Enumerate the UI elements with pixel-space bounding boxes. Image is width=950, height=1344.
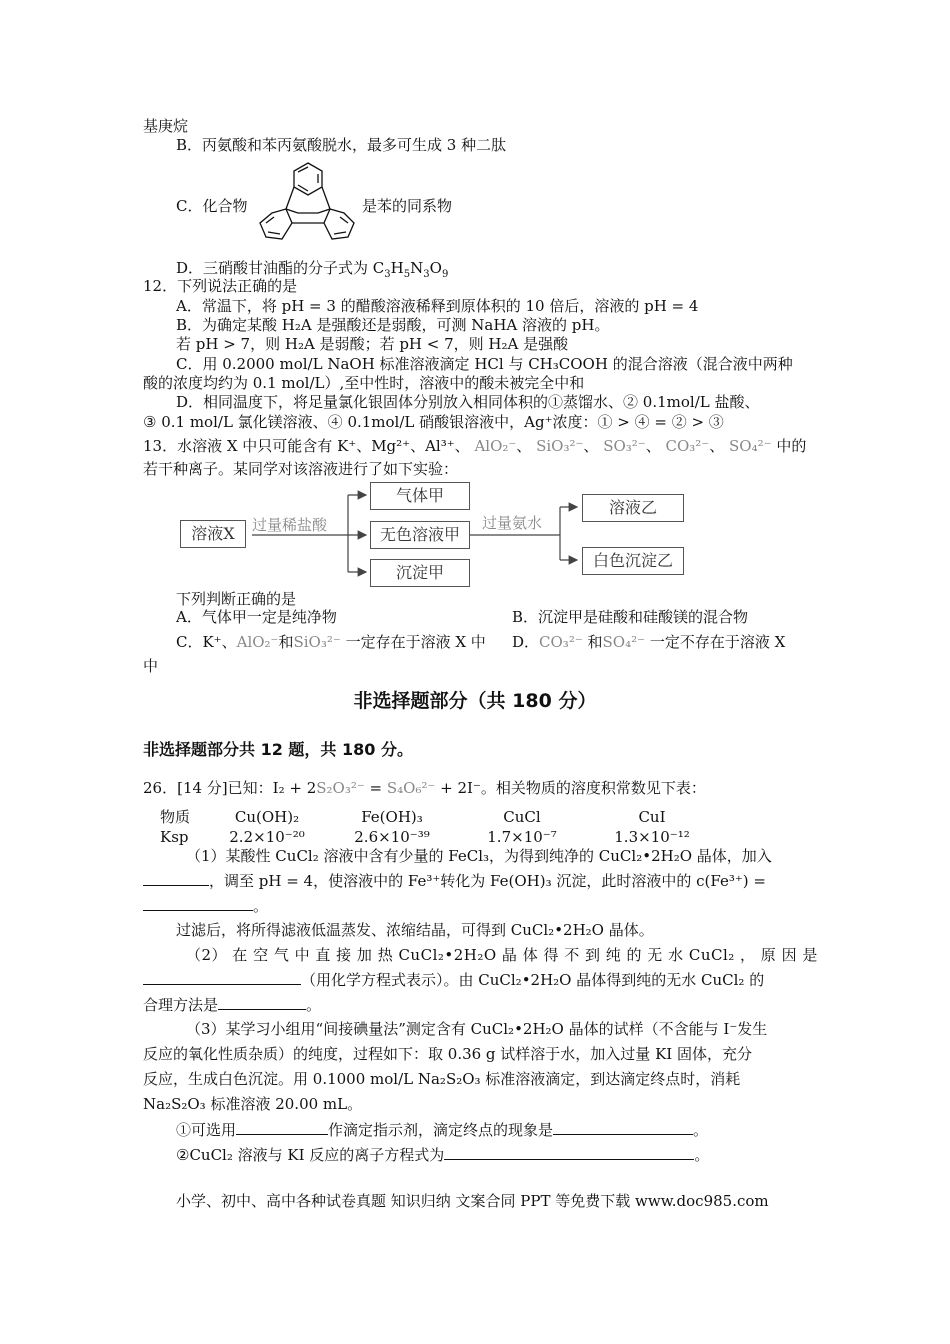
answer-blank[interactable] bbox=[444, 1145, 694, 1160]
label-excess-ammonia: 过量氨水 bbox=[482, 514, 543, 532]
node-solution-b: 溶液乙 bbox=[582, 494, 684, 522]
node-colorless-solution-a: 无色溶液甲 bbox=[370, 521, 470, 549]
q12-stem: 12．下列说法正确的是 bbox=[143, 277, 298, 295]
continued-line: 基庚烷 bbox=[143, 117, 189, 135]
ion-so3: SO₃²⁻ bbox=[603, 437, 646, 455]
section-title: 非选择题部分（共 180 分） bbox=[353, 690, 597, 712]
q12-option-c-line1: C．用 0.2000 mol/L NaOH 标准溶液滴定 HCl 与 CH₃COOH 的混合溶液（混合液中两种 bbox=[176, 355, 793, 373]
triptycene-structure-image bbox=[252, 157, 362, 255]
q12-option-c-line2: 酸的浓度均约为 0.1 mol/L）,至中性时，溶液中的酸未被完全中和 bbox=[143, 374, 585, 392]
ksp-table bbox=[160, 806, 712, 847]
ion-sio3: SiO₃²⁻ bbox=[536, 437, 584, 455]
q26-stem: 26．[14 分]已知：I₂ + 2S₂O₃²⁻ = S₄O₆²⁻ + 2I⁻。相关物质的溶度积常数见下表： bbox=[143, 779, 706, 797]
table-cell: Ksp bbox=[160, 828, 189, 846]
node-white-precipitate-b: 白色沉淀乙 bbox=[582, 547, 684, 575]
q12-option-d-line1: D．相同温度下，将足量氯化银固体分别放入相同体积的①蒸馏水、② 0.1mol/L 盐酸、 bbox=[176, 393, 760, 411]
ksp-table-header-row bbox=[160, 806, 712, 827]
table-cell: CuCl bbox=[503, 807, 541, 826]
q12-option-b-line2: 若 pH > 7，则 H₂A 是弱酸；若 pH < 7，则 H₂A 是强酸 bbox=[176, 335, 569, 353]
answer-blank[interactable] bbox=[143, 896, 253, 911]
q26-p3-line3: 反应，生成白色沉淀。用 0.1000 mol/L Na₂S₂O₃ 标准溶液滴定，到达滴定终点时，消耗 bbox=[143, 1070, 741, 1088]
q26-p1-line1: （1）某酸性 CuCl₂ 溶液中含有少量的 FeCl₃，为得到纯净的 CuCl₂•2H₂O 晶体，加入 bbox=[186, 847, 772, 865]
ion-co3: CO₃²⁻ bbox=[665, 437, 710, 455]
option-d: D．三硝酸甘油酯的分子式为 $C_3H_5N_3O_9$ bbox=[176, 259, 449, 280]
q13-option-d: D．CO₃²⁻ 和SO₄²⁻ 一定不存在于溶液 X bbox=[512, 633, 786, 651]
q12-option-d-line2: ③ 0.1 mol/L 氯化镁溶液、④ 0.1mol/L 硝酸银溶液中，Ag⁺浓度：① > ④ = ② > ③ bbox=[143, 413, 724, 431]
q26-p3-question2: ②CuCl₂ 溶液与 KI 反应的离子方程式为 。 bbox=[176, 1146, 710, 1164]
table-cell: 1.7×10⁻⁷ bbox=[487, 828, 557, 846]
q26-p2-line3: 合理方法是 。 bbox=[143, 996, 322, 1014]
option-c-prefix: C．化合物 bbox=[176, 197, 248, 215]
q26-p3-line1: （3）某学习小组用“间接碘量法”测定含有 CuCl₂•2H₂O 晶体的试样（不含能与 I⁻发生 bbox=[186, 1020, 768, 1038]
page-footer: 小学、初中、高中各种试卷真题 知识归纳 文案合同 PPT 等免费下载 www.doc985.com bbox=[176, 1192, 769, 1210]
node-gas-a: 气体甲 bbox=[370, 482, 470, 510]
answer-blank[interactable] bbox=[218, 995, 306, 1010]
answer-blank[interactable] bbox=[143, 871, 209, 886]
q13-option-b: B．沉淀甲是硅酸和硅酸镁的混合物 bbox=[512, 608, 749, 626]
q26-p3-line2: 反应的氧化性质杂质）的纯度，过程如下：取 0.36 g 试样溶于水，加入过量 KI 固体，充分 bbox=[143, 1045, 752, 1063]
section-subtitle: 非选择题部分共 12 题，共 180 分。 bbox=[143, 740, 413, 759]
q13-option-c: C．K⁺、AlO₂⁻和SiO₃²⁻ 一定存在于溶液 X 中 bbox=[176, 633, 486, 651]
q26-p1-line2: ，调至 pH = 4，使溶液中的 Fe³⁺转化为 Fe(OH)₃ 沉淀，此时溶液中的 c(Fe³⁺) = bbox=[143, 871, 766, 891]
q13-stem-line1: 13．水溶液 X 中只可能含有 K⁺、Mg²⁺、Al³⁺、 AlO₂⁻、 SiO₃²⁻、 SO₃²⁻、 CO₃²⁻、 SO₄²⁻ 中的 bbox=[143, 437, 807, 455]
option-b: B．丙氨酸和苯丙氨酸脱水，最多可生成 3 种二肽 bbox=[176, 136, 507, 154]
q26-p1-line4: 过滤后，将所得滤液低温蒸发、浓缩结晶，可得到 CuCl₂•2H₂O 晶体。 bbox=[176, 921, 654, 939]
answer-blank[interactable] bbox=[236, 1120, 328, 1135]
q26-p1-line3: 。 bbox=[143, 896, 268, 916]
option-c-suffix: 是苯的同系物 bbox=[362, 197, 453, 215]
ion-so4: SO₄²⁻ bbox=[729, 437, 772, 455]
q13-option-a: A．气体甲一定是纯净物 bbox=[176, 608, 337, 626]
table-cell: Fe(OH)₃ bbox=[361, 807, 423, 826]
table-cell: 2.6×10⁻³⁹ bbox=[354, 828, 430, 846]
label-excess-hcl: 过量稀盐酸 bbox=[252, 516, 328, 534]
q26-p3-question1: ①可选用 作滴定指示剂，滴定终点的现象是 。 bbox=[176, 1121, 709, 1139]
q26-p2-line1: （2） 在 空 气 中 直 接 加 热 CuCl₂•2H₂O 晶 体 得 不 到 纯 的 无 水 CuCl₂ ， 原 因 是 bbox=[186, 946, 818, 964]
q12-option-a: A．常温下，将 pH = 3 的醋酸溶液稀释到原体积的 10 倍后，溶液的 pH = 4 bbox=[176, 297, 699, 315]
q13-option-d-wrap: 中 bbox=[143, 657, 159, 675]
node-solution-x: 溶液X bbox=[180, 520, 246, 548]
q13-stem-line2: 若干种离子。某同学对该溶液进行了如下实验： bbox=[143, 460, 459, 478]
table-cell: Cu(OH)₂ bbox=[234, 807, 300, 826]
q12-option-b-line1: B．为确定某酸 H₂A 是强酸还是弱酸，可测 NaHA 溶液的 pH。 bbox=[176, 316, 610, 334]
q26-p2-line2: （用化学方程式表示）。由 CuCl₂•2H₂O 晶体得到纯的无水 CuCl₂ 的 bbox=[143, 970, 764, 990]
answer-blank[interactable] bbox=[553, 1120, 693, 1135]
table-cell: CuI bbox=[638, 807, 666, 826]
q26-p3-line4: Na₂S₂O₃ 标准溶液 20.00 mL。 bbox=[143, 1095, 363, 1113]
table-cell: 1.3×10⁻¹² bbox=[614, 828, 690, 846]
ion-alo2: AlO₂⁻ bbox=[474, 437, 517, 455]
answer-blank[interactable] bbox=[143, 970, 301, 985]
table-cell: 物质 bbox=[160, 808, 191, 826]
q13-judge: 下列判断正确的是 bbox=[176, 590, 297, 608]
node-precipitate-a: 沉淀甲 bbox=[370, 559, 470, 587]
ksp-table-value-row bbox=[160, 827, 712, 847]
table-cell: 2.2×10⁻²⁰ bbox=[229, 828, 305, 846]
